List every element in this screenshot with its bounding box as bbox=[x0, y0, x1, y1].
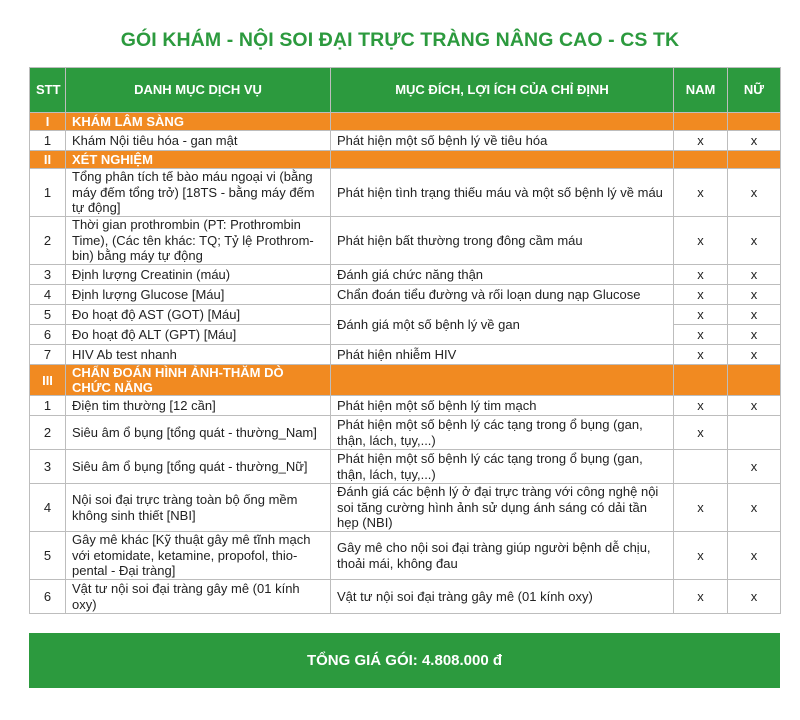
table-header-row bbox=[30, 68, 781, 113]
page-title: GÓI KHÁM - NỘI SOI ĐẠI TRỰC TRÀNG NÂNG CAO - CS TK bbox=[120, 29, 680, 51]
row-male-mark: x bbox=[674, 416, 728, 450]
row-service: Siêu âm ổ bụng [tổng quát - thường_Nữ] bbox=[66, 450, 331, 484]
row-stt: 3 bbox=[30, 265, 66, 285]
table-row bbox=[30, 285, 781, 305]
row-female-mark: x bbox=[728, 450, 781, 484]
header-service: DANH MỤC DỊCH VỤ bbox=[66, 68, 331, 113]
row-female-mark: x bbox=[728, 396, 781, 416]
row-female-mark: x bbox=[728, 265, 781, 285]
row-stt: 4 bbox=[30, 484, 66, 532]
table-row bbox=[30, 416, 781, 450]
table-row bbox=[30, 305, 781, 325]
row-stt: 1 bbox=[30, 396, 66, 416]
section-name: CHẨN ĐOÁN HÌNH ẢNH-THĂM DÒ CHỨC NĂNG bbox=[66, 365, 331, 396]
row-service: Nội soi đại trực tràng toàn bộ ống mềm không sinh thiết [NBI] bbox=[66, 484, 331, 532]
row-purpose: Phát hiện một số bệnh lý các tạng trong ổ bụng (gan, thận, lách, tụy,...) bbox=[331, 450, 674, 484]
row-service: Khám Nội tiêu hóa - gan mật bbox=[66, 131, 331, 151]
header-purpose: MỤC ĐÍCH, LỢI ÍCH CỦA CHỈ ĐỊNH bbox=[331, 68, 674, 113]
row-male-mark: x bbox=[674, 131, 728, 151]
header-female: NỮ bbox=[728, 68, 781, 113]
table-row bbox=[30, 217, 781, 265]
row-purpose: Chẩn đoán tiểu đường và rối loạn dung nạp Glucose bbox=[331, 285, 674, 305]
row-male-mark: x bbox=[674, 217, 728, 265]
row-stt: 5 bbox=[30, 532, 66, 580]
row-female-mark: x bbox=[728, 131, 781, 151]
row-purpose: Phát hiện một số bệnh lý các tạng trong ổ bụng (gan, thận, lách, tụy,...) bbox=[331, 416, 674, 450]
row-stt: 1 bbox=[30, 169, 66, 217]
row-service: Gây mê khác [Kỹ thuật gây mê tĩnh mạch với etomidate, ketamine, propofol, thio-pental - Đại tràng] bbox=[66, 532, 331, 580]
row-purpose: Phát hiện một số bệnh lý tim mạch bbox=[331, 396, 674, 416]
table-row bbox=[30, 345, 781, 365]
row-service: Tổng phân tích tế bào máu ngoại vi (bằng máy đếm tổng trở) [18TS - bằng máy đếm tự động] bbox=[66, 169, 331, 217]
row-purpose: Phát hiện bất thường trong đông cầm máu bbox=[331, 217, 674, 265]
row-service: Thời gian prothrombin (PT: Prothrombin Time), (Các tên khác: TQ; Tỷ lệ Prothrom-bin) bằng máy tự động bbox=[66, 217, 331, 265]
row-service: Vật tư nội soi đại tràng gây mê (01 kính oxy) bbox=[66, 580, 331, 614]
table-row bbox=[30, 484, 781, 532]
section-row bbox=[30, 151, 781, 169]
total-price-bar: TỔNG GIÁ GÓI: 4.808.000 đ bbox=[29, 633, 780, 688]
row-service: Siêu âm ổ bụng [tổng quát - thường_Nam] bbox=[66, 416, 331, 450]
table-row bbox=[30, 396, 781, 416]
row-male-mark: x bbox=[674, 305, 728, 325]
section-numeral: I bbox=[30, 113, 66, 131]
row-female-mark bbox=[728, 416, 781, 450]
row-female-mark: x bbox=[728, 580, 781, 614]
row-male-mark bbox=[674, 450, 728, 484]
section-numeral: II bbox=[30, 151, 66, 169]
row-stt: 2 bbox=[30, 217, 66, 265]
table-row bbox=[30, 580, 781, 614]
section-row bbox=[30, 113, 781, 131]
services-table bbox=[29, 67, 781, 614]
row-male-mark: x bbox=[674, 345, 728, 365]
row-stt: 3 bbox=[30, 450, 66, 484]
row-male-mark: x bbox=[674, 169, 728, 217]
row-purpose: Phát hiện tình trạng thiếu máu và một số bệnh lý về máu bbox=[331, 169, 674, 217]
row-service: Đo hoạt độ ALT (GPT) [Máu] bbox=[66, 325, 331, 345]
row-purpose: Đánh giá một số bệnh lý về gan bbox=[331, 305, 674, 345]
row-male-mark: x bbox=[674, 265, 728, 285]
row-service: HIV Ab test nhanh bbox=[66, 345, 331, 365]
table-row bbox=[30, 265, 781, 285]
row-female-mark: x bbox=[728, 345, 781, 365]
row-male-mark: x bbox=[674, 325, 728, 345]
table-row bbox=[30, 131, 781, 151]
table-row bbox=[30, 450, 781, 484]
row-purpose: Đánh giá các bệnh lý ở đại trực tràng với công nghệ nội soi tăng cường hình ảnh sử dụng ánh sáng có dải tần hẹp (NBI) bbox=[331, 484, 674, 532]
row-female-mark: x bbox=[728, 169, 781, 217]
row-stt: 6 bbox=[30, 325, 66, 345]
section-numeral: III bbox=[30, 365, 66, 396]
row-female-mark: x bbox=[728, 325, 781, 345]
row-service: Định lượng Creatinin (máu) bbox=[66, 265, 331, 285]
header-stt: STT bbox=[30, 68, 66, 113]
table-row bbox=[30, 169, 781, 217]
row-male-mark: x bbox=[674, 396, 728, 416]
row-purpose: Phát hiện nhiễm HIV bbox=[331, 345, 674, 365]
row-purpose: Phát hiện một số bệnh lý về tiêu hóa bbox=[331, 131, 674, 151]
section-name: XÉT NGHIỆM bbox=[66, 151, 331, 169]
row-purpose: Gây mê cho nội soi đại tràng giúp người bệnh dễ chịu, thoải mái, không đau bbox=[331, 532, 674, 580]
row-service: Điện tim thường [12 cần] bbox=[66, 396, 331, 416]
row-male-mark: x bbox=[674, 484, 728, 532]
row-service: Đo hoạt độ AST (GOT) [Máu] bbox=[66, 305, 331, 325]
row-female-mark: x bbox=[728, 217, 781, 265]
section-row bbox=[30, 365, 781, 396]
row-purpose: Vật tư nội soi đại tràng gây mê (01 kính oxy) bbox=[331, 580, 674, 614]
row-stt: 7 bbox=[30, 345, 66, 365]
row-male-mark: x bbox=[674, 580, 728, 614]
row-stt: 6 bbox=[30, 580, 66, 614]
row-female-mark: x bbox=[728, 305, 781, 325]
row-stt: 4 bbox=[30, 285, 66, 305]
row-female-mark: x bbox=[728, 484, 781, 532]
row-stt: 2 bbox=[30, 416, 66, 450]
header-male: NAM bbox=[674, 68, 728, 113]
row-female-mark: x bbox=[728, 285, 781, 305]
row-male-mark: x bbox=[674, 532, 728, 580]
row-stt: 1 bbox=[30, 131, 66, 151]
row-stt: 5 bbox=[30, 305, 66, 325]
row-service: Định lượng Glucose [Máu] bbox=[66, 285, 331, 305]
section-name: KHÁM LÂM SÀNG bbox=[66, 113, 331, 131]
row-female-mark: x bbox=[728, 532, 781, 580]
row-male-mark: x bbox=[674, 285, 728, 305]
row-purpose: Đánh giá chức năng thận bbox=[331, 265, 674, 285]
table-row bbox=[30, 532, 781, 580]
